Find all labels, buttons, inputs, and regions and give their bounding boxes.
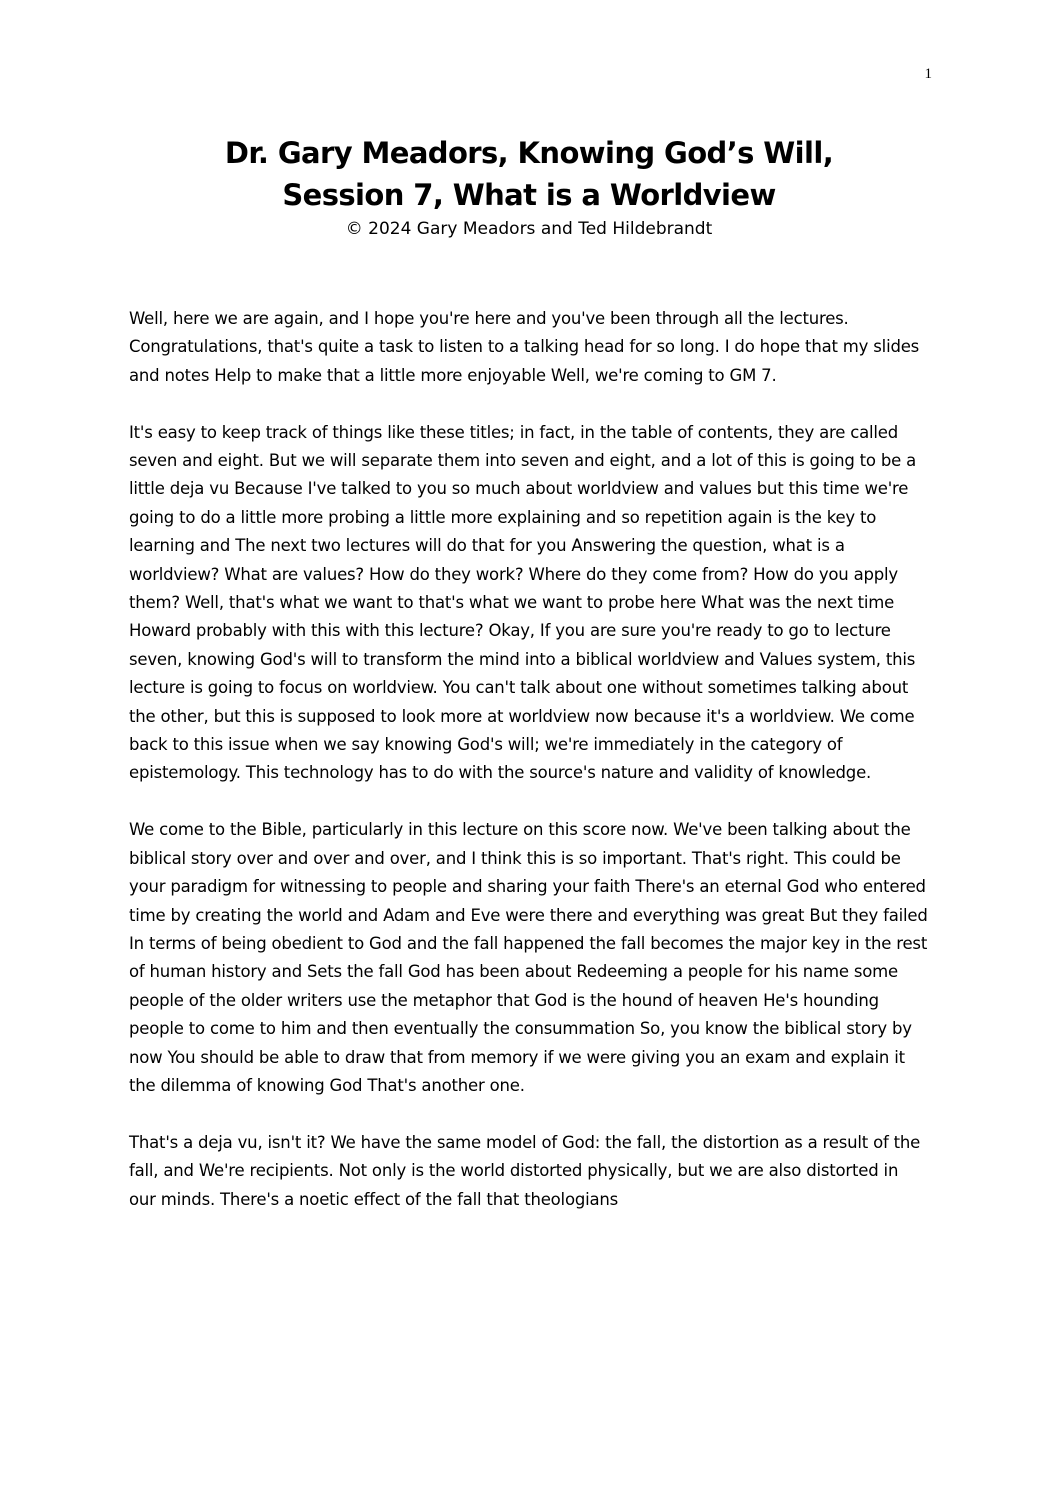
copyright-notice: © 2024 Gary Meadors and Ted Hildebrandt: [345, 219, 713, 239]
paragraph-1: Well, here we are again, and I hope you're here and you've been through all the lectures. Congratulations, that's quite a task to listen to a talking head for so long. I do hope that my slides and notes Help to make that a little more enjoyable Well, we're coming to GM 7.: [129, 309, 920, 385]
paragraph-4: That's a deja vu, isn't it? We have the same model of God: the fall, the distortion as a result of the fall, and We're recipients. Not only is the world distorted physically, but we are also distorted in our minds. There's a noetic effect of the fall that theologians: [129, 1132, 921, 1209]
page-number: 1: [924, 66, 932, 82]
document-header: [0, 132, 1058, 242]
document-title: [0, 132, 1058, 216]
paragraph-3: We come to the Bible, particularly in this lecture on this score now. We've been talking about the biblical story over and over and over, and I think this is so important. That's right. This could be your paradigm for witnessing to people and sharing your faith There's an eternal God who entered time by creating the world and Adam and Eve were there and everything was great But they failed In terms of being obedient to God and the fall happened the fall becomes the major key in the rest of human history and Sets the fall God has been about Redeeming a people for his name some people of the older writers use the metaphor that God is the hound of heaven He's hounding people to come to him and then eventually the consummation So, you know the biblical story by now You should be able to draw that from memory if we were giving you an exam and explain it the dilemma of knowing God That's another one.: [129, 820, 928, 1095]
document-body: [129, 305, 929, 1242]
title-line-1: Dr. Gary Meadors, Knowing God’s Will,: [224, 136, 834, 170]
title-line-2: Session 7, What is a Worldview: [282, 178, 776, 212]
paragraph-2: It's easy to keep track of things like these titles; in fact, in the table of contents, they are called seven and eight. But we will separate them into seven and eight, and a lot of this is going to be a little deja vu Because I've talked to you so much about worldview and values but this time we're going to do a little more probing a little more explaining and so repetition again is the key to learning and The next two lectures will do that for you Answering the question, what is a worldview? What are values? How do they work? Where do they come from? How do you apply them? Well, that's what we want to that's what we want to probe here What was the next time Howard probably with this with this lecture? Okay, If you are sure you're ready to go to lecture seven, knowing God's will to transform the mind into a biblical worldview and Values system, this lecture is going to focus on worldview. You can't talk about one without sometimes talking about the other, but this is supposed to look more at worldview now because it's a worldview. We come back to this issue when we say knowing God's will; we're immediately in the category of epistemology. This technology has to do with the source's nature and validity of knowledge.: [129, 422, 917, 783]
